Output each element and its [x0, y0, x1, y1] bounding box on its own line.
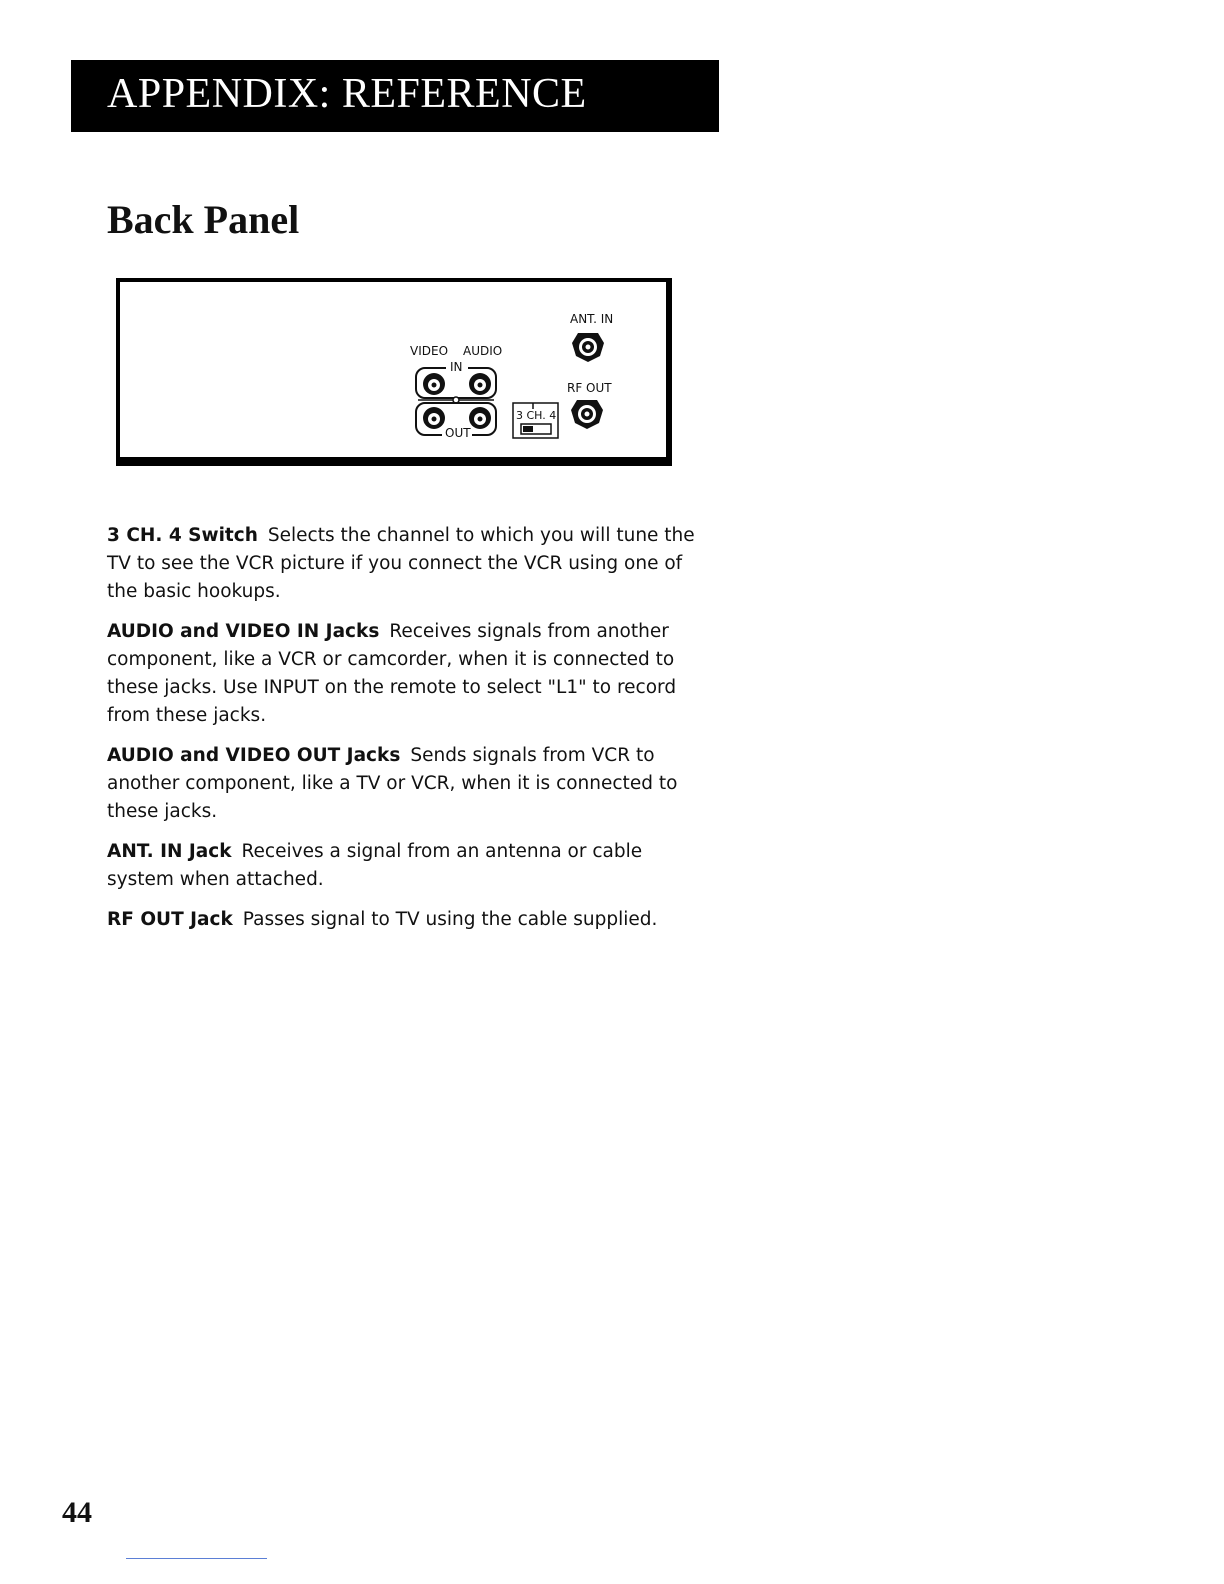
rf-out-label: RF OUT — [567, 381, 612, 395]
back-panel-drawing — [120, 282, 666, 457]
description-term: AUDIO and VIDEO IN Jacks — [107, 621, 380, 642]
video-out-jack-icon — [423, 407, 445, 429]
description-term: RF OUT Jack — [107, 909, 233, 930]
video-in-jack-icon — [423, 373, 445, 395]
audio-in-jack-icon — [469, 373, 491, 395]
description-item — [107, 618, 697, 730]
description-term: 3 CH. 4 Switch — [107, 525, 258, 546]
description-term: AUDIO and VIDEO OUT Jacks — [107, 745, 401, 766]
description-text: Selects the channel to which you will tune the TV to see the VCR picture if you connect the VCR using one of the basic hookups. — [107, 525, 695, 602]
description-text: Passes signal to TV using the cable supplied. — [242, 909, 658, 930]
page-title: Back Panel — [107, 197, 300, 242]
description-text: Sends signals from VCR to another component, like a TV or VCR, when it is connected to these jacks. — [107, 745, 678, 822]
description-list — [107, 522, 697, 946]
ant-in-label: ANT. IN — [570, 312, 614, 326]
video-label: VIDEO — [410, 344, 449, 358]
description-text: Receives signals from another component, like a VCR or camcorder, when it is connected to these jacks. Use INPUT on the remote to select "L1" to record from these jacks. — [107, 621, 677, 726]
description-term: ANT. IN Jack — [107, 841, 232, 862]
rf-out-jack-icon — [571, 400, 603, 429]
section-header-bar — [71, 60, 719, 132]
section-header-title: APPENDIX: REFERENCE — [107, 71, 587, 117]
description-item — [107, 742, 697, 826]
description-item — [107, 838, 697, 894]
back-panel-diagram — [116, 278, 672, 466]
page-number: 44 — [62, 1496, 92, 1529]
ant-in-jack-icon — [572, 333, 604, 362]
channel-switch-label: 3 CH. 4 — [516, 409, 557, 422]
audio-out-jack-icon — [469, 407, 491, 429]
description-item — [107, 522, 697, 606]
audio-label: AUDIO — [463, 344, 503, 358]
description-text: Receives a signal from an antenna or cable system when attached. — [107, 841, 643, 890]
footer-rule — [126, 1558, 267, 1559]
description-item — [107, 906, 697, 934]
out-label: OUT — [445, 426, 471, 440]
in-label: IN — [450, 360, 463, 374]
